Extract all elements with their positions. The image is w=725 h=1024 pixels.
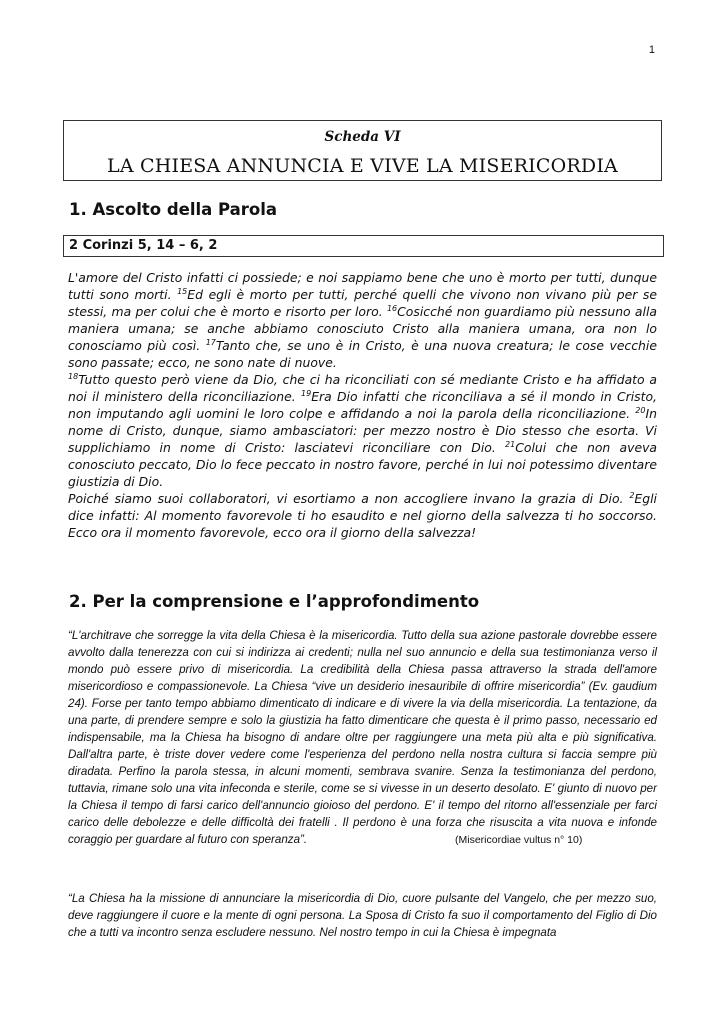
scripture-reference: 2 Corinzi 5, 14 – 6, 2: [63, 235, 664, 257]
quote-misericordiae-vultus: “L'architrave che sorregge la vita della Chiesa è la misericordia. Tutto della sua azione pastorale dovrebbe essere avvolto dalla tenerezza con cui si indirizza ai credenti; nulla nel suo annuncio e della sua testimonianza verso il mondo può essere privo di misericordia. La credibilità della Chiesa passa attraverso la strada dell'amore misericordioso e compassionevole. La Chiesa “vive un desiderio inesauribile di offrire misericordia” (Ev. gaudium 24). Forse per tanto tempo abbiamo dimenticato di indicare e di vivere la via della misericordia. La tentazione, da una parte, di prendere sempre e solo la giustizia ha fatto dimenticare che questa è il primo passo, necessario ed indispensabile, ma la Chiesa ha bisogno di andare oltre per raggiungere una meta più alta e più significativa. Dall'altra parte, è triste dover vedere come l'esperienza del perdono nella nostra cultura si faccia sempre più diradata. Perfino la parola stessa, in alcuni momenti, sembrava svanire. Senza la testimonianza del perdono, tuttavia, rimane solo una vita infeconda e sterile, come se si vivesse in un deserto desolato. E' giunto di nuovo per la Chiesa il tempo di farsi carico dell'annuncio gioioso del perdono. E' il tempo del ritorno all'essenziale per farci carico delle debolezze e delle difficoltà dei fratelli . Il perdono è una forza che risuscita a vita nuova e infonde coraggio per guardare al futuro con speranza”.: [68, 629, 657, 846]
title-box: [63, 120, 662, 181]
page-title: LA CHIESA ANNUNCIA E VIVE LA MISERICORDIA: [107, 155, 618, 177]
scripture-paragraph: Poiché siamo suoi collaboratori, vi esortiamo a non accogliere invano la grazia di Dio. $^2$Egli dice infatti: Al momento favorevole ti ho esaudito e nel giorno della salvezza ti ho soccorso. Ecco ora il momento favorevole, ecco ora il giorno della salvezza!: [68, 491, 657, 540]
quote-chiesa-missione: “La Chiesa ha la missione di annunciare la misericordia di Dio, cuore pulsante del Vangelo, che per mezzo suo, deve raggiungere il cuore e la mente di ogni persona. La Sposa di Cristo fa suo il comportamento del Figlio di Dio che a tutti va incontro senza escludere nessuno. Nel nostro tempo in cui la Chiesa è impegnata: [68, 892, 657, 939]
scripture-paragraph: L'amore del Cristo infatti ci possiede; e noi sappiamo bene che uno è morto per tutti, dunque tutti sono morti. $^{15}$Ed egli è morto per tutti, perché quelli che vivono non vivano più per se stessi, ma per colui che è morto e risorto per loro. $^{16}$Cosicché non guardiamo più nessuno alla maniera umana; se anche abbiamo conosciuto Cristo alla maniera umana, ora non lo conosciamo più così. $^{17}$Tanto che, se uno è in Cristo, è una nuova creatura; le cose vecchie sono passate; ecco, ne sono nate di nuove.: [68, 270, 657, 370]
page-number: 1: [648, 44, 655, 56]
quote-source: (Misericordiae vultus n° 10): [455, 834, 583, 846]
scheda-label: Scheda VI: [324, 129, 401, 145]
section-heading-comprensione: 2. Per la comprensione e l’approfondimento: [69, 592, 480, 611]
scripture-text: [68, 269, 657, 541]
scripture-paragraph: $^{18}$Tutto questo però viene da Dio, che ci ha riconciliati con sé mediante Cristo e ha affidato a noi il ministero della riconciliazione. $^{19}$Era Dio infatti che riconciliava a sé il mondo in Cristo, non imputando agli uomini le loro colpe e affidando a noi la parola della riconciliazione. $^{20}$In nome di Cristo, dunque, siamo ambasciatori: per mezzo nostro è Dio stesso che esorta. Vi supplichiamo in nome di Cristo: lasciatevi riconciliare con Dio. $^{21}$Colui che non aveva conosciuto peccato, Dio lo fece peccato in nostro favore, perché in lui noi potessimo diventare giustizia di Dio.: [68, 372, 657, 489]
section-heading-ascolto: 1. Ascolto della Parola: [69, 200, 278, 219]
